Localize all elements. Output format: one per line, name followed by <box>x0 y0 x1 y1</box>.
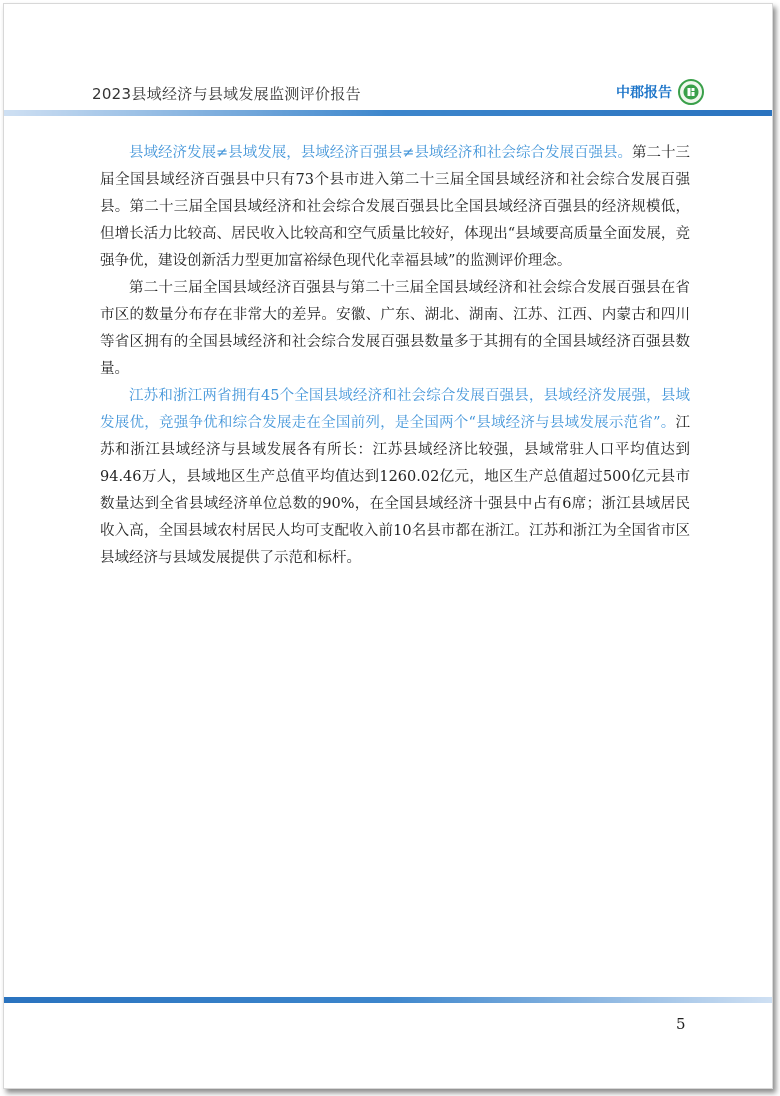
footer-rule <box>4 997 772 1003</box>
highlight-sentence: 县域经济发展≠县域发展，县域经济百强县≠县域经济和社会综合发展百强县。 <box>129 145 632 161</box>
brand-name: 中郡报告 <box>616 85 672 101</box>
page-number: 5 <box>676 1015 686 1033</box>
header-rule <box>4 110 772 116</box>
paragraph-1 <box>100 140 690 275</box>
report-body <box>100 140 690 572</box>
paragraph-2 <box>100 275 690 383</box>
highlight-sentence: 江苏和浙江两省拥有45个全国县域经济和社会综合发展百强县，县域经济发展强，县域发展优，竞强争优和综合发展走在全国前列，是全国两个“县域经济与县域发展示范省”。 <box>100 388 690 431</box>
brand <box>616 76 704 108</box>
paragraph-text: 第二十三届全国县域经济百强县中只有73个县市进入第二十三届全国县域经济和社会综合发展百强县。第二十三届全国县域经济和社会综合发展百强县比全国县域经济百强县的经济规模低，但增长活力比较高、居民收入比较高和空气质量比较好，体现出“县域要高质量全面发展，竞强争优，建设创新活力型更加富裕绿色现代化幸福县域”的监测评价理念。 <box>100 145 691 269</box>
paragraph-text: 第二十三届全国县域经济百强县与第二十三届全国县域经济和社会综合发展百强县在省市区的数量分布存在非常大的差异。安徽、广东、湖北、湖南、江苏、江西、内蒙古和四川等省区拥有的全国县域经济和社会综合发展百强县数量多于其拥有的全国县域经济百强县数量。 <box>100 280 690 377</box>
paragraph-text: 江苏和浙江县域经济与县域发展各有所长：江苏县域经济比较强，县域常驻人口平均值达到94.46万人，县域地区生产总值平均值达到1260.02亿元，地区生产总值超过500亿元县市数量达到全省县域经济单位总数的90%，在全国县域经济十强县中占有6席；浙江县域居民收入高，全国县域农村居民人均可支配收入前10名县市都在浙江。江苏和浙江为全国省市区县域经济与县域发展提供了示范和标杆。 <box>100 415 690 566</box>
document-page <box>3 3 773 1089</box>
report-title: 2023县域经济与县域发展监测评价报告 <box>92 85 361 103</box>
paragraph-3 <box>100 383 690 572</box>
zhongjun-seal-logo-icon <box>678 79 704 105</box>
